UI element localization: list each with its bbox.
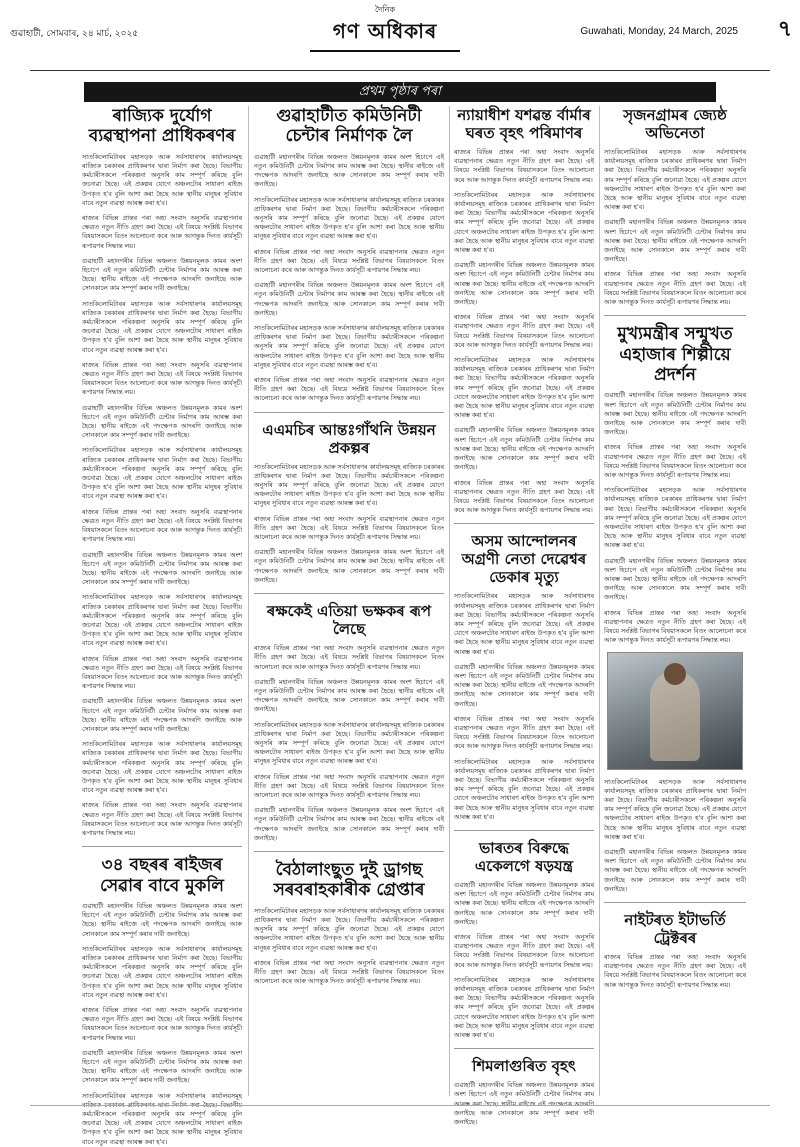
headline: ভাৰতৰ বিৰুদ্ধে একেলগে ষড়যন্ত্ৰ	[474, 838, 574, 875]
column-divider	[599, 106, 600, 1096]
article-text: সাতকিলোমিটাৰৰ মহাসড়ক আৰু সৰ্বসাধাৰণৰ কাৰ্যালয়সমূহ ৰাজ্যিক চৰকাৰৰ প্ৰাধিকৰণৰ দ্বাৰা নিৰ্মাণ কৰা হৈছে। বিভাগীয় কৰ্মচাৰীসকলে পৰিকল্পনা অনুসৰি কাম সম্পূৰ্ণ কৰিছে বুলি জনোৱা হৈছে। এই প্ৰকল্পৰ যোগে অঞ্চলটোৰ সাধাৰণ ৰাইজ উপকৃত হ'ব বুলি আশা কৰা হৈছে আৰু স্থানীয় মানুহৰ সুবিধাৰ বাবে নতুন ব্যৱস্থা আৰম্ভ কৰা হ'ব।	[454, 758, 594, 821]
article-text: সাতকিলোমিটাৰৰ মহাসড়ক আৰু সৰ্বসাধাৰণৰ কাৰ্যালয়সমূহ ৰাজ্যিক চৰকাৰৰ প্ৰাধিকৰণৰ দ্বাৰা নিৰ্মাণ কৰা হৈছে। বিভাগীয় কৰ্মচাৰীসকলে পৰিকল্পনা অনুসৰি কাম সম্পূৰ্ণ কৰিছে বুলি জনোৱা হৈছে। এই প্ৰকল্পৰ যোগে অঞ্চলটোৰ সাধাৰণ ৰাইজ উপকৃত হ'ব বুলি আশা কৰা হৈছে আৰু স্থানীয় মানুহৰ সুবিধাৰ বাবে নতুন ব্যৱস্থা আৰম্ভ কৰা হ'ব।	[454, 191, 594, 255]
column-2	[254, 106, 444, 1096]
article-text: সাতকিলোমিটাৰৰ মহাসড়ক আৰু সৰ্বসাধাৰণৰ কাৰ্যালয়সমূহ ৰাজ্যিক চৰকাৰৰ প্ৰাধিকৰণৰ দ্বাৰা নিৰ্মাণ কৰা হৈছে। বিভাগীয় কৰ্মচাৰীসকলে পৰিকল্পনা অনুসৰি কাম সম্পূৰ্ণ কৰিছে বুলি জনোৱা হৈছে। এই প্ৰকল্পৰ যোগে অঞ্চলটোৰ সাধাৰণ ৰাইজ উপকৃত হ'ব বুলি আশা কৰা হৈছে আৰু স্থানীয় মানুহৰ সুবিধাৰ বাবে নতুন ব্যৱস্থা আৰম্ভ কৰা হ'ব।	[82, 447, 242, 501]
article-text: ৰাজ্যৰ বিভিন্ন প্ৰান্তৰ পৰা অহা সংবাদ অনুসৰি ব্যৱস্থাপনাৰ ক্ষেত্ৰত নতুন নীতি গ্ৰহণ কৰা হৈছে। এই বিষয়ে সংশ্লিষ্ট বিভাগৰ বিষয়াসকলে বিতং আলোচনা কৰে আৰু আগন্তুক দিনত কাৰ্যসূচী ৰূপায়ণৰ সিদ্ধান্ত লয়।	[254, 959, 444, 986]
headline: মুখ্যমন্ত্ৰীৰ সন্মুখত এহাজাৰ শিল্পীয়ে প্ৰদৰ্শন	[617, 324, 733, 386]
article-text: সাতকিলোমিটাৰৰ মহাসড়ক আৰু সৰ্বসাধাৰণৰ কাৰ্যালয়সমূহ ৰাজ্যিক চৰকাৰৰ প্ৰাধিকৰণৰ দ্বাৰা নিৰ্মাণ কৰা হৈছে। বিভাগীয় কৰ্মচাৰীসকলে পৰিকল্পনা অনুসৰি কাম সম্পূৰ্ণ কৰিছে বুলি জনোৱা হৈছে। এই প্ৰকল্পৰ যোগে অঞ্চলটোৰ সাধাৰণ ৰাইজ উপকৃত হ'ব বুলি আশা কৰা হৈছে আৰু স্থানীয় মানুহৰ সুবিধাৰ বাবে নতুন ব্যৱস্থা আৰম্ভ কৰা হ'ব।	[254, 196, 444, 241]
article-text: সাতকিলোমিটাৰৰ মহাসড়ক আৰু সৰ্বসাধাৰণৰ কাৰ্যালয়সমূহ ৰাজ্যিক চৰকাৰৰ প্ৰাধিকৰণৰ দ্বাৰা নিৰ্মাণ কৰা হৈছে। বিভাগীয় কৰ্মচাৰীসকলে পৰিকল্পনা অনুসৰি কাম সম্পূৰ্ণ কৰিছে বুলি জনোৱা হৈছে। এই প্ৰকল্পৰ যোগে অঞ্চলটোৰ সাধাৰণ ৰাইজ উপকৃত হ'ব বুলি আশা কৰা হৈছে আৰু স্থানীয় মানুহৰ সুবিধাৰ বাবে নতুন ব্যৱস্থা আৰম্ভ কৰা হ'ব।	[254, 325, 444, 369]
logo-prefix: দৈনিক	[374, 5, 396, 14]
column-divider	[449, 106, 450, 1096]
article-text: সাতকিলোমিটাৰৰ মহাসড়ক আৰু সৰ্বসাধাৰণৰ কাৰ্যালয়সমূহ ৰাজ্যিক চৰকাৰৰ প্ৰাধিকৰণৰ দ্বাৰা নিৰ্মাণ কৰা হৈছে। বিভাগীয় কৰ্মচাৰীসকলে পৰিকল্পনা অনুসৰি কাম সম্পূৰ্ণ কৰিছে বুলি জনোৱা হৈছে। এই প্ৰকল্পৰ যোগে অঞ্চলটোৰ সাধাৰণ ৰাইজ উপকৃত হ'ব বুলি আশা কৰা হৈছে আৰু স্থানীয় মানুহৰ সুবিধাৰ বাবে নতুন ব্যৱস্থা আৰম্ভ কৰা হ'ব।	[604, 487, 746, 550]
headline: নাইটৰত ইটাভৰ্তি ট্ৰেক্টৰৰ	[624, 910, 726, 947]
article-text: ৰাজ্যৰ বিভিন্ন প্ৰান্তৰ পৰা অহা সংবাদ অনুসৰি ব্যৱস্থাপনাৰ ক্ষেত্ৰত নতুন নীতি গ্ৰহণ কৰা হৈছে। এই বিষয়ে সংশ্লিষ্ট বিভাগৰ বিষয়াসকলে বিতং আলোচনা কৰে আৰু আগন্তুক দিনত কাৰ্যসূচী ৰূপায়ণৰ সিদ্ধান্ত লয়।	[254, 515, 444, 542]
article-text: সাতকিলোমিটাৰৰ মহাসড়ক আৰু সৰ্বসাধাৰণৰ কাৰ্যালয়সমূহ ৰাজ্যিক চৰকাৰৰ প্ৰাধিকৰণৰ দ্বাৰা নিৰ্মাণ কৰা হৈছে। বিভাগীয় কৰ্মচাৰীসকলে পৰিকল্পনা অনুসৰি কাম সম্পূৰ্ণ কৰিছে বুলি জনোৱা হৈছে। এই প্ৰকল্পৰ যোগে অঞ্চলটোৰ সাধাৰণ ৰাইজ উপকৃত হ'ব বুলি আশা কৰা হৈছে আৰু স্থানীয় মানুহৰ সুবিধাৰ বাবে নতুন ব্যৱস্থা আৰম্ভ কৰা হ'ব।	[82, 300, 242, 354]
article-text: সাতকিলোমিটাৰৰ মহাসড়ক আৰু সৰ্বসাধাৰণৰ কাৰ্যালয়সমূহ ৰাজ্যিক চৰকাৰৰ প্ৰাধিকৰণৰ দ্বাৰা নিৰ্মাণ কৰা হৈছে। বিভাগীয় কৰ্মচাৰীসকলে পৰিকল্পনা অনুসৰি কাম সম্পূৰ্ণ কৰিছে বুলি জনোৱা হৈছে। এই প্ৰকল্পৰ যোগে অঞ্চলটোৰ সাধাৰণ ৰাইজ উপকৃত হ'ব বুলি আশা কৰা হৈছে আৰু স্থানীয় মানুহৰ সুবিধাৰ বাবে নতুন ব্যৱস্থা আৰম্ভ কৰা হ'ব।	[604, 778, 746, 841]
article-text: সাতকিলোমিটাৰৰ মহাসড়ক আৰু সৰ্বসাধাৰণৰ কাৰ্যালয়সমূহ ৰাজ্যিক চৰকাৰৰ প্ৰাধিকৰণৰ দ্বাৰা নিৰ্মাণ কৰা হৈছে। বিভাগীয় কৰ্মচাৰীসকলে পৰিকল্পনা অনুসৰি কাম সম্পূৰ্ণ কৰিছে বুলি জনোৱা হৈছে। এই প্ৰকল্পৰ যোগে অঞ্চলটোৰ সাধাৰণ ৰাইজ উপকৃত হ'ব বুলি আশা কৰা হৈছে আৰু স্থানীয় মানুহৰ সুবিধাৰ বাবে নতুন ব্যৱস্থা আৰম্ভ কৰা হ'ব।	[82, 945, 242, 999]
divider	[82, 846, 242, 847]
headline: ৰক্ষকেই এতিয়া ভক্ষকৰ ৰূপ লৈছে	[266, 602, 432, 639]
article-text: গুৱাহাটী মহানগৰীৰ বিভিন্ন অঞ্চলত উন্নয়নমূলক কামৰ অংশ হিচাপে এই নতুন কমিউনিটী চেন্টাৰ নিৰ্মাণৰ কাম আৰম্ভ কৰা হৈছে। স্থানীয় ৰাইজে এই পদক্ষেপক আদৰণি জনাইছে আৰু সোনকালে কাম সম্পূৰ্ণ কৰাৰ দাবী জনাইছে।	[82, 257, 242, 293]
article-text: সাতকিলোমিটাৰৰ মহাসড়ক আৰু সৰ্বসাধাৰণৰ কাৰ্যালয়সমূহ ৰাজ্যিক চৰকাৰৰ প্ৰাধিকৰণৰ দ্বাৰা নিৰ্মাণ কৰা হৈছে। বিভাগীয় কৰ্মচাৰীসকলে পৰিকল্পনা অনুসৰি কাম সম্পূৰ্ণ কৰিছে বুলি জনোৱা হৈছে। এই প্ৰকল্পৰ যোগে অঞ্চলটোৰ সাধাৰণ ৰাইজ উপকৃত হ'ব বুলি আশা কৰা হৈছে আৰু স্থানীয় মানুহৰ সুবিধাৰ বাবে নতুন ব্যৱস্থা আৰম্ভ কৰা হ'ব।	[254, 907, 444, 952]
article-text: গুৱাহাটী মহানগৰীৰ বিভিন্ন অঞ্চলত উন্নয়নমূলক কামৰ অংশ হিচাপে এই নতুন কমিউনিটী চেন্টাৰ নিৰ্মাণৰ কাম আৰম্ভ কৰা হৈছে। স্থানীয় ৰাইজে এই পদক্ষেপক আদৰণি জনাইছে আৰু সোনকালে কাম সম্পূৰ্ণ কৰাৰ দাবী জনাইছে।	[254, 678, 444, 714]
article-text: গুৱাহাটী মহানগৰীৰ বিভিন্ন অঞ্চলত উন্নয়নমূলক কামৰ অংশ হিচাপে এই নতুন কমিউনিটী চেন্টাৰ নিৰ্মাণৰ কাম জনাইছে আৰু সোনকালে কাম সম্পূৰ্ণ কৰাৰ দাবী জনাইছে।	[454, 1082, 594, 1127]
section-banner: প্ৰথম পৃষ্ঠাৰ পৰা	[84, 82, 716, 102]
divider	[254, 593, 444, 594]
headline: গুৱাহাটীত কমিউনিটী চেন্টাৰ নিৰ্মাণক লৈ	[276, 106, 422, 147]
article-text: ৰাজ্যৰ বিভিন্ন প্ৰান্তৰ পৰা অহা সংবাদ অনুসৰি ব্যৱস্থাপনাৰ ক্ষেত্ৰত নতুন নীতি গ্ৰহণ কৰা হৈছে। এই বিষয়ে সংশ্লিষ্ট বিভাগৰ বিষয়াসকলে বিতং আলোচনা কৰে আৰু আগন্তুক দিনত কাৰ্যসূচী ৰূপায়ণৰ সিদ্ধান্ত লয়।	[254, 377, 444, 403]
logo-title: গণ অধিকাৰ	[310, 17, 460, 52]
article-text: সাতকিলোমিটাৰৰ মহাসড়ক আৰু সৰ্বসাধাৰণৰ কাৰ্যালয়সমূহ ৰাজ্যিক চৰকাৰৰ প্ৰাধিকৰণৰ দ্বাৰা নিৰ্মাণ কৰা হৈছে। বিভাগীয় কৰ্মচাৰীসকলে পৰিকল্পনা অনুসৰি কাম সম্পূৰ্ণ কৰিছে বুলি জনোৱা হৈছে। এই প্ৰকল্পৰ যোগে অঞ্চলটোৰ সাধাৰণ ৰাইজ উপকৃত হ'ব বুলি আশা কৰা হৈছে আৰু স্থানীয় মানুহৰ সুবিধাৰ বাবে নতুন ব্যৱস্থা আৰম্ভ কৰা হ'ব।	[82, 741, 242, 795]
article-text: ৰাজ্যৰ বিভিন্ন প্ৰান্তৰ পৰা অহা সংবাদ অনুসৰি ব্যৱস্থাপনাৰ ক্ষেত্ৰত নতুন নীতি গ্ৰহণ কৰা হৈছে। এই বিষয়ে সংশ্লিষ্ট বিভাগৰ বিষয়াসকলে বিতং আলোচনা কৰে আৰু আগন্তুক দিনত কাৰ্যসূচী ৰূপায়ণৰ সিদ্ধান্ত লয়।	[454, 314, 594, 349]
headline: ৰাজ্যিক দুৰ্যোগ ব্যৱস্থাপনা প্ৰাধিকৰণৰ	[88, 106, 236, 147]
article-text: গুৱাহাটী মহানগৰীৰ বিভিন্ন অঞ্চলত উন্নয়নমূলক কামৰ অংশ হিচাপে এই নতুন কমিউনিটী চেন্টাৰ নিৰ্মাণৰ কাম আৰম্ভ কৰা হৈছে। স্থানীয় ৰাইজে এই পদক্ষেপক আদৰণি জনাইছে আৰু সোনকালে কাম সম্পূৰ্ণ কৰাৰ দাবী জনাইছে।	[604, 392, 746, 437]
article-text: সাতকিলোমিটাৰৰ মহাসড়ক আৰু সৰ্বসাধাৰণৰ কাৰ্যালয়সমূহ ৰাজ্যিক চৰকাৰৰ প্ৰাধিকৰণৰ দ্বাৰা নিৰ্মাণ কৰা হৈছে। বিভাগীয় কৰ্মচাৰীসকলে পৰিকল্পনা অনুসৰি কাম সম্পূৰ্ণ কৰিছে বুলি জনোৱা হৈছে। এই প্ৰকল্পৰ যোগে অঞ্চলটোৰ সাধাৰণ ৰাইজ উপকৃত হ'ব বুলি আশা কৰা হৈছে আৰু স্থানীয় মানুহৰ সুবিধাৰ বাবে নতুন ব্যৱস্থা আৰম্ভ কৰা হ'ব।	[454, 593, 594, 656]
article-text: সাতকিলোমিটাৰৰ মহাসড়ক আৰু সৰ্বসাধাৰণৰ কাৰ্যালয়সমূহ ৰাজ্যিক চৰকাৰৰ প্ৰাধিকৰণৰ দ্বাৰা নিৰ্মাণ কৰা হৈছে। বিভাগীয় কৰ্মচাৰীসকলে পৰিকল্পনা অনুসৰি কাম সম্পূৰ্ণ কৰিছে বুলি জনোৱা হৈছে। এই প্ৰকল্পৰ যোগে অঞ্চলটোৰ সাধাৰণ ৰাইজ উপকৃত হ'ব বুলি আশা কৰা হৈছে আৰু স্থানীয় মানুহৰ সুবিধাৰ বাবে নতুন ব্যৱস্থা আৰম্ভ কৰা হ'ব।	[604, 149, 746, 212]
article-text: ৰাজ্যৰ বিভিন্ন প্ৰান্তৰ পৰা অহা সংবাদ অনুসৰি ব্যৱস্থাপনাৰ ক্ষেত্ৰত নতুন নীতি গ্ৰহণ কৰা হৈছে। এই বিষয়ে সংশ্লিষ্ট বিভাগৰ বিষয়াসকলে বিতং আলোচনা কৰে আৰু আগন্তুক দিনত কাৰ্যসূচী ৰূপায়ণৰ সিদ্ধান্ত লয়।	[82, 802, 242, 837]
article-text: ৰাজ্যৰ বিভিন্ন প্ৰান্তৰ পৰা অহা সংবাদ অনুসৰি ব্যৱস্থাপনাৰ ক্ষেত্ৰত নতুন নীতি গ্ৰহণ কৰা হৈছে। এই বিষয়ে সংশ্লিষ্ট বিভাগৰ বিষয়াসকলে বিতং আলোচনা কৰে আৰু আগন্তুক দিনত কাৰ্যসূচী ৰূপায়ণৰ সিদ্ধান্ত লয়।	[82, 508, 242, 544]
article-text: গুৱাহাটী মহানগৰীৰ বিভিন্ন অঞ্চলত উন্নয়নমূলক কামৰ অংশ হিচাপে এই নতুন কমিউনিটী চেন্টাৰ নিৰ্মাণৰ কাম আৰম্ভ কৰা হৈছে। স্থানীয় ৰাইজে এই পদক্ষেপক আদৰণি জনাইছে আৰু সোনকালে কাম সম্পূৰ্ণ কৰাৰ দাবী জনাইছে।	[604, 219, 746, 264]
headline: শিমলাগুৰিত বৃহৎ	[472, 1057, 576, 1076]
article-text: সাতকিলোমিটাৰৰ মহাসড়ক আৰু সৰ্বসাধাৰণৰ কাৰ্যালয়সমূহ কৰ্মচাৰীসকলে পৰিকল্পনা অনুসৰি কাম সম্পূৰ্ণ কৰিছে বুলি জনোৱা হৈছে। এই প্ৰকল্পৰ যোগে অঞ্চলটোৰ সাধাৰণ ৰাইজ উপকৃত হ'ব বুলি আশা কৰা হৈছে আৰু স্থানীয় মানুহৰ সুবিধাৰ বাবে নতুন ব্যৱস্থা আৰম্ভ কৰা হ'ব।	[82, 1092, 242, 1146]
column-divider	[248, 106, 249, 1096]
article-text: ৰাজ্যৰ বিভিন্ন প্ৰান্তৰ পৰা অহা সংবাদ অনুসৰি ব্যৱস্থাপনাৰ ক্ষেত্ৰত নতুন নীতি গ্ৰহণ কৰা হৈছে। এই বিষয়ে সংশ্লিষ্ট বিভাগৰ বিষয়াসকলে বিতং আলোচনা কৰে আৰু আগন্তুক দিনত কাৰ্যসূচী ৰূপায়ণৰ সিদ্ধান্ত লয়।	[604, 953, 746, 989]
divider	[454, 830, 594, 831]
divider	[254, 412, 444, 413]
header-rule	[30, 70, 770, 71]
article-text: সাতকিলোমিটাৰৰ মহাসড়ক আৰু সৰ্বসাধাৰণৰ কাৰ্যালয়সমূহ ৰাজ্যিক চৰকাৰৰ প্ৰাধিকৰণৰ দ্বাৰা নিৰ্মাণ কৰা হৈছে। বিভাগীয় কৰ্মচাৰীসকলে পৰিকল্পনা অনুসৰি কাম সম্পূৰ্ণ কৰিছে বুলি জনোৱা হৈছে। এই প্ৰকল্পৰ যোগে অঞ্চলটোৰ সাধাৰণ ৰাইজ উপকৃত হ'ব বুলি আশা কৰা হৈছে আৰু স্থানীয় মানুহৰ সুবিধাৰ বাবে নতুন ব্যৱস্থা আৰম্ভ কৰা হ'ব।	[254, 721, 444, 766]
article-text: সাতকিলোমিটাৰৰ মহাসড়ক আৰু সৰ্বসাধাৰণৰ কাৰ্যালয়সমূহ ৰাজ্যিক চৰকাৰৰ প্ৰাধিকৰণৰ দ্বাৰা নিৰ্মাণ কৰা হৈছে। বিভাগীয় কৰ্মচাৰীসকলে পৰিকল্পনা অনুসৰি কাম সম্পূৰ্ণ কৰিছে বুলি জনোৱা হৈছে। এই প্ৰকল্পৰ যোগে অঞ্চলটোৰ সাধাৰণ ৰাইজ উপকৃত হ'ব বুলি আশা কৰা হৈছে আৰু স্থানীয় মানুহৰ সুবিধাৰ বাবে নতুন ব্যৱস্থা আৰম্ভ কৰা হ'ব।	[254, 463, 444, 508]
article-text: সাতকিলোমিটাৰৰ মহাসড়ক আৰু সৰ্বসাধাৰণৰ কাৰ্যালয়সমূহ ৰাজ্যিক চৰকাৰৰ প্ৰাধিকৰণৰ দ্বাৰা নিৰ্মাণ কৰা হৈছে। বিভাগীয় কৰ্মচাৰীসকলে পৰিকল্পনা অনুসৰি কাম সম্পূৰ্ণ কৰিছে বুলি জনোৱা হৈছে। এই প্ৰকল্পৰ যোগে অঞ্চলটোৰ সাধাৰণ ৰাইজ উপকৃত হ'ব বুলি আশা কৰা হৈছে আৰু স্থানীয় মানুহৰ সুবিধাৰ বাবে নতুন ব্যৱস্থা আৰম্ভ কৰা হ'ব।	[454, 976, 594, 1040]
column-3	[454, 106, 594, 1127]
headline: এএমচিৰ আন্তঃগাঁথনি উন্নয়ন প্ৰকল্পৰ	[262, 420, 436, 457]
news-photo	[607, 652, 743, 770]
headline: বৈঠালাংছুত দুই ড্ৰাগছ সৰবৰাহকাৰীক গ্ৰেপ্তাৰ	[273, 859, 425, 901]
article-text: গুৱাহাটী মহানগৰীৰ বিভিন্ন অঞ্চলত উন্নয়নমূলক কামৰ অংশ হিচাপে এই নতুন কমিউনিটী চেন্টাৰ নিৰ্মাণৰ কাম আৰম্ভ কৰা হৈছে। স্থানীয় ৰাইজে এই পদক্ষেপক আদৰণি জনাইছে আৰু সোনকালে কাম সম্পূৰ্ণ কৰাৰ দাবী জনাইছে।	[254, 807, 444, 842]
headline: ন্যায়াধীশ যশৱন্ত ৰ্বাৰ্মাৰ ঘৰত বৃহৎ পৰিমাণৰ	[457, 106, 591, 142]
article-text: সাতকিলোমিটাৰৰ মহাসড়ক আৰু সৰ্বসাধাৰণৰ কাৰ্যালয়সমূহ ৰাজ্যিক চৰকাৰৰ প্ৰাধিকৰণৰ দ্বাৰা নিৰ্মাণ কৰা হৈছে। বিভাগীয় কৰ্মচাৰীসকলে পৰিকল্পনা অনুসৰি কাম সম্পূৰ্ণ কৰিছে বুলি জনোৱা হৈছে। এই প্ৰকল্পৰ যোগে অঞ্চলটোৰ সাধাৰণ ৰাইজ উপকৃত হ'ব বুলি আশা কৰা হৈছে আৰু স্থানীয় মানুহৰ সুবিধাৰ বাবে নতুন ব্যৱস্থা আৰম্ভ কৰা হ'ব।	[82, 153, 242, 207]
article-text: ৰাজ্যৰ বিভিন্ন প্ৰান্তৰ পৰা অহা সংবাদ অনুসৰি ব্যৱস্থাপনাৰ ক্ষেত্ৰত নতুন নীতি গ্ৰহণ কৰা হৈছে। এই বিষয়ে সংশ্লিষ্ট বিভাগৰ বিষয়াসকলে বিতং আলোচনা কৰে আৰু আগন্তুক দিনত কাৰ্যসূচী ৰূপায়ণৰ সিদ্ধান্ত লয়।	[454, 715, 594, 751]
article-text: গুৱাহাটী মহানগৰীৰ বিভিন্ন অঞ্চলত উন্নয়নমূলক কামৰ অংশ হিচাপে এই নতুন কমিউনিটী চেন্টাৰ নিৰ্মাণৰ কাম আৰম্ভ কৰা হৈছে। স্থানীয় ৰাইজে এই পদক্ষেপক আদৰণি জনাইছে আৰু সোনকালে কাম সম্পূৰ্ণ কৰাৰ দাবী জনাইছে।	[604, 557, 746, 602]
article-text: ৰাজ্যৰ বিভিন্ন প্ৰান্তৰ পৰা অহা সংবাদ অনুসৰি ব্যৱস্থাপনাৰ ক্ষেত্ৰত নতুন নীতি গ্ৰহণ কৰা হৈছে। এই বিষয়ে সংশ্লিষ্ট বিভাগৰ বিষয়াসকলে বিতং আলোচনা কৰে আৰু আগন্তুক দিনত কাৰ্যসূচী ৰূপায়ণৰ সিদ্ধান্ত লয়।	[82, 655, 242, 691]
photo-head	[664, 663, 686, 685]
divider	[454, 523, 594, 524]
article-text: ৰাজ্যৰ বিভিন্ন প্ৰান্তৰ পৰা অহা সংবাদ অনুসৰি ব্যৱস্থাপনাৰ ক্ষেত্ৰত নতুন নীতি গ্ৰহণ কৰা হৈছে। এই বিষয়ে সংশ্লিষ্ট বিভাগৰ বিষয়াসকলে বিতং আলোচনা কৰে আৰু আগন্তুক দিনত কাৰ্যসূচী ৰূপায়ণৰ সিদ্ধান্ত লয়।	[604, 609, 746, 645]
article-text: গুৱাহাটী মহানগৰীৰ বিভিন্ন অঞ্চলত উন্নয়নমূলক কামৰ অংশ হিচাপে এই নতুন কমিউনিটী চেন্টাৰ নিৰ্মাণৰ কাম আৰম্ভ কৰা হৈছে। স্থানীয় ৰাইজে এই পদক্ষেপক আদৰণি জনাইছে আৰু সোনকালে কাম সম্পূৰ্ণ কৰাৰ দাবী জনাইছে।	[604, 848, 746, 893]
page-number: ৭	[777, 17, 792, 42]
headline: সৃজনগ্ৰামৰ জ্যেষ্ঠ অভিনেতা	[623, 106, 727, 142]
article-text: গুৱাহাটী মহানগৰীৰ বিভিন্ন অঞ্চলত উন্নয়নমূলক কামৰ অংশ হিচাপে এই নতুন কমিউনিটী চেন্টাৰ নিৰ্মাণৰ কাম আৰম্ভ কৰা হৈছে। স্থানীয় ৰাইজে এই পদক্ষেপক আদৰণি জনাইছে আৰু সোনকালে কাম সম্পূৰ্ণ কৰাৰ দাবী জনাইছে।	[454, 663, 594, 708]
newspaper-logo	[310, 4, 460, 52]
article-text: ৰাজ্যৰ বিভিন্ন প্ৰান্তৰ পৰা অহা সংবাদ অনুসৰি ব্যৱস্থাপনাৰ ক্ষেত্ৰত নতুন নীতি গ্ৰহণ কৰা হৈছে। এই বিষয়ে সংশ্লিষ্ট বিভাগৰ বিষয়াসকলে বিতং আলোচনা কৰে আৰু আগন্তুক দিনত কাৰ্যসূচী ৰূপায়ণৰ সিদ্ধান্ত লয়।	[254, 645, 444, 671]
article-text: গুৱাহাটী মহানগৰীৰ বিভিন্ন অঞ্চলত উন্নয়নমূলক কামৰ অংশ হিচাপে এই নতুন কমিউনিটী চেন্টাৰ নিৰ্মাণৰ কাম আৰম্ভ কৰা হৈছে। স্থানীয় ৰাইজে এই পদক্ষেপক আদৰণি জনাইছে আৰু সোনকালে কাম সম্পূৰ্ণ কৰাৰ দাবী জনাইছে।	[454, 427, 594, 472]
column-4	[604, 106, 746, 1096]
article-text: ৰাজ্যৰ বিভিন্ন প্ৰান্তৰ পৰা অহা সংবাদ অনুসৰি ব্যৱস্থাপনাৰ ক্ষেত্ৰত নতুন নীতি গ্ৰহণ কৰা হৈছে। এই বিষয়ে সংশ্লিষ্ট বিভাগৰ বিষয়াসকলে বিতং আলোচনা কৰে আৰু আগন্তুক দিনত কাৰ্যসূচী ৰূপায়ণৰ সিদ্ধান্ত লয়।	[254, 773, 444, 799]
article-text: ৰাজ্যৰ বিভিন্ন প্ৰান্তৰ পৰা অহা সংবাদ অনুসৰি ব্যৱস্থাপনাৰ ক্ষেত্ৰত নতুন নীতি গ্ৰহণ কৰা হৈছে। এই বিষয়ে সংশ্লিষ্ট বিভাগৰ বিষয়াসকলে বিতং আলোচনা কৰে আৰু আগন্তুক দিনত কাৰ্যসূচী ৰূপায়ণৰ সিদ্ধান্ত লয়।	[454, 479, 594, 515]
article-text: গুৱাহাটী মহানগৰীৰ বিভিন্ন অঞ্চলত উন্নয়নমূলক কামৰ অংশ হিচাপে এই নতুন কমিউনিটী চেন্টাৰ নিৰ্মাণৰ কাম আৰম্ভ কৰা হৈছে। স্থানীয় ৰাইজে এই পদক্ষেপক আদৰণি জনাইছে আৰু সোনকালে কাম সম্পূৰ্ণ কৰাৰ দাবী জনাইছে।	[454, 881, 594, 926]
article-text: গুৱাহাটী মহানগৰীৰ বিভিন্ন অঞ্চলত উন্নয়নমূলক কামৰ অংশ হিচাপে এই নতুন কমিউনিটী চেন্টাৰ নিৰ্মাণৰ কাম আৰম্ভ কৰা হৈছে। স্থানীয় ৰাইজে এই পদক্ষেপক আদৰণি জনাইছে আৰু সোনকালে কাম সম্পূৰ্ণ কৰাৰ দাবী জনাইছে।	[82, 404, 242, 440]
headline: অসম আন্দোলনৰ অগ্ৰণী নেতা দেৱেশ্বৰ ডেকাৰ মৃত্যু	[461, 532, 587, 587]
article-text: গুৱাহাটী মহানগৰীৰ বিভিন্ন অঞ্চলত উন্নয়নমূলক কামৰ অংশ হিচাপে এই নতুন কমিউনিটী চেন্টাৰ নিৰ্মাণৰ কাম আৰম্ভ কৰা হৈছে। স্থানীয় ৰাইজে এই পদক্ষেপক আদৰণি জনাইছে আৰু সোনকালে কাম সম্পূৰ্ণ কৰাৰ দাবী জনাইছে।	[82, 698, 242, 733]
article-text: গুৱাহাটী মহানগৰীৰ বিভিন্ন অঞ্চলত উন্নয়নমূলক কামৰ অংশ হিচাপে এই নতুন কমিউনিটী চেন্টাৰ নিৰ্মাণৰ কাম আৰম্ভ কৰা হৈছে। স্থানীয় ৰাইজে এই পদক্ষেপক আদৰণি জনাইছে আৰু সোনকালে কাম সম্পূৰ্ণ কৰাৰ দাবী জনাইছে।	[254, 153, 444, 189]
article-text: ৰাজ্যৰ বিভিন্ন প্ৰান্তৰ পৰা অহা সংবাদ অনুসৰি ব্যৱস্থাপনাৰ ক্ষেত্ৰত নতুন নীতি গ্ৰহণ কৰা হৈছে। এই বিষয়ে সংশ্লিষ্ট বিভাগৰ বিষয়াসকলে বিতং আলোচনা কৰে আৰু আগন্তুক দিনত কাৰ্যসূচী ৰূপায়ণৰ সিদ্ধান্ত লয়।	[454, 934, 594, 969]
divider	[604, 902, 746, 903]
divider	[604, 315, 746, 316]
article-text: ৰাজ্যৰ বিভিন্ন প্ৰান্তৰ পৰা অহা সংবাদ অনুসৰি ব্যৱস্থাপনাৰ ক্ষেত্ৰত নতুন নীতি গ্ৰহণ কৰা হৈছে। এই বিষয়ে সংশ্লিষ্ট বিভাগৰ বিষয়াসকলে বিতং আলোচনা কৰে আৰু আগন্তুক দিনত কাৰ্যসূচী ৰূপায়ণৰ সিদ্ধান্ত লয়।	[604, 444, 746, 480]
article-text: ৰাজ্যৰ বিভিন্ন প্ৰান্তৰ পৰা অহা সংবাদ অনুসৰি ব্যৱস্থাপনাৰ ক্ষেত্ৰত নতুন নীতি গ্ৰহণ কৰা হৈছে। এই বিষয়ে সংশ্লিষ্ট বিভাগৰ বিষয়াসকলে বিতং আলোচনা কৰে আৰু আগন্তুক দিনত কাৰ্যসূচী ৰূপায়ণৰ সিদ্ধান্ত লয়।	[254, 248, 444, 275]
column-1	[82, 106, 242, 1146]
divider	[454, 1048, 594, 1049]
headline: ৩৪ বছৰৰ ৰাইজৰ সেৱাৰ বাবে মুকলি	[100, 855, 224, 896]
article-text: সাতকিলোমিটাৰৰ মহাসড়ক আৰু সৰ্বসাধাৰণৰ কাৰ্যালয়সমূহ ৰাজ্যিক চৰকাৰৰ প্ৰাধিকৰণৰ দ্বাৰা নিৰ্মাণ কৰা হৈছে। বিভাগীয় কৰ্মচাৰীসকলে পৰিকল্পনা অনুসৰি কাম সম্পূৰ্ণ কৰিছে বুলি জনোৱা হৈছে। এই প্ৰকল্পৰ যোগে অঞ্চলটোৰ সাধাৰণ ৰাইজ উপকৃত হ'ব বুলি আশা কৰা হৈছে আৰু স্থানীয় মানুহৰ সুবিধাৰ বাবে নতুন ব্যৱস্থা আৰম্ভ কৰা হ'ব।	[82, 594, 242, 648]
article-text: গুৱাহাটী মহানগৰীৰ বিভিন্ন অঞ্চলত উন্নয়নমূলক কামৰ অংশ হিচাপে এই নতুন কমিউনিটী চেন্টাৰ নিৰ্মাণৰ কাম আৰম্ভ কৰা হৈছে। স্থানীয় ৰাইজে এই পদক্ষেপক আদৰণি জনাইছে আৰু সোনকালে কাম সম্পূৰ্ণ কৰাৰ দাবী জনাইছে।	[82, 902, 242, 938]
article-text: সাতকিলোমিটাৰৰ মহাসড়ক আৰু সৰ্বসাধাৰণৰ কাৰ্যালয়সমূহ ৰাজ্যিক চৰকাৰৰ প্ৰাধিকৰণৰ দ্বাৰা নিৰ্মাণ কৰা হৈছে। বিভাগীয় কৰ্মচাৰীসকলে পৰিকল্পনা অনুসৰি কাম সম্পূৰ্ণ কৰিছে বুলি জনোৱা হৈছে। এই প্ৰকল্পৰ যোগে অঞ্চলটোৰ সাধাৰণ ৰাইজ উপকৃত হ'ব বুলি আশা কৰা হৈছে আৰু স্থানীয় মানুহৰ সুবিধাৰ বাবে নতুন ব্যৱস্থা আৰম্ভ কৰা হ'ব।	[454, 357, 594, 420]
article-text: গুৱাহাটী মহানগৰীৰ বিভিন্ন অঞ্চলত উন্নয়নমূলক কামৰ অংশ হিচাপে এই নতুন কমিউনিটী চেন্টাৰ নিৰ্মাণৰ কাম আৰম্ভ কৰা হৈছে। স্থানীয় ৰাইজে এই পদক্ষেপক আদৰণি জনাইছে আৰু সোনকালে কাম সম্পূৰ্ণ কৰাৰ দাবী জনাইছে।	[82, 1049, 242, 1085]
article-text: গুৱাহাটী মহানগৰীৰ বিভিন্ন অঞ্চলত উন্নয়নমূলক কামৰ অংশ হিচাপে এই নতুন কমিউনিটী চেন্টাৰ নিৰ্মাণৰ কাম আৰম্ভ কৰা হৈছে। স্থানীয় ৰাইজে এই পদক্ষেপক আদৰণি জনাইছে আৰু সোনকালে কাম সম্পূৰ্ণ কৰাৰ দাবী জনাইছে।	[254, 282, 444, 317]
article-text: ৰাজ্যৰ বিভিন্ন প্ৰান্তৰ পৰা অহা সংবাদ অনুসৰি ব্যৱস্থাপনাৰ ক্ষেত্ৰত নতুন নীতি গ্ৰহণ কৰা হৈছে। এই বিষয়ে সংশ্লিষ্ট বিভাগৰ বিষয়াসকলে বিতং আলোচনা কৰে আৰু আগন্তুক দিনত কাৰ্যসূচী ৰূপায়ণৰ সিদ্ধান্ত লয়।	[454, 149, 594, 184]
article-text: গুৱাহাটী মহানগৰীৰ বিভিন্ন অঞ্চলত উন্নয়নমূলক কামৰ অংশ হিচাপে এই নতুন কমিউনিটী চেন্টাৰ নিৰ্মাণৰ কাম আৰম্ভ কৰা হৈছে। স্থানীয় ৰাইজে এই পদক্ষেপক আদৰণি জনাইছে আৰু সোনকালে কাম সম্পূৰ্ণ কৰাৰ দাবী জনাইছে।	[254, 549, 444, 584]
article-text: গুৱাহাটী মহানগৰীৰ বিভিন্ন অঞ্চলত উন্নয়নমূলক কামৰ অংশ হিচাপে এই নতুন কমিউনিটী চেন্টাৰ নিৰ্মাণৰ কাম আৰম্ভ কৰা হৈছে। স্থানীয় ৰাইজে এই পদক্ষেপক আদৰণি জনাইছে আৰু সোনকালে কাম সম্পূৰ্ণ কৰাৰ দাবী জনাইছে।	[82, 551, 242, 587]
footer-rule	[30, 1105, 770, 1106]
header-date: গুৱাহাটী, সোমবাৰ, ২৪ মাৰ্চ, ২০২৫	[10, 29, 139, 39]
divider	[254, 851, 444, 852]
article-text: ৰাজ্যৰ বিভিন্ন প্ৰান্তৰ পৰা অহা সংবাদ অনুসৰি ব্যৱস্থাপনাৰ ক্ষেত্ৰত নতুন নীতি গ্ৰহণ কৰা হৈছে। এই বিষয়ে সংশ্লিষ্ট বিভাগৰ বিষয়াসকলে বিতং আলোচনা কৰে আৰু আগন্তুক দিনত কাৰ্যসূচী ৰূপায়ণৰ সিদ্ধান্ত লয়।	[604, 271, 746, 307]
article-text: ৰাজ্যৰ বিভিন্ন প্ৰান্তৰ পৰা অহা সংবাদ অনুসৰি ব্যৱস্থাপনাৰ ক্ষেত্ৰত নতুন নীতি গ্ৰহণ কৰা হৈছে। এই বিষয়ে সংশ্লিষ্ট বিভাগৰ বিষয়াসকলে বিতং আলোচনা কৰে আৰু আগন্তুক দিনত কাৰ্যসূচী ৰূপায়ণৰ সিদ্ধান্ত লয়।	[82, 1007, 242, 1042]
article-text: গুৱাহাটী মহানগৰীৰ বিভিন্ন অঞ্চলত উন্নয়নমূলক কামৰ অংশ হিচাপে এই নতুন কমিউনিটী চেন্টাৰ নিৰ্মাণৰ কাম আৰম্ভ কৰা হৈছে। স্থানীয় ৰাইজে এই পদক্ষেপক আদৰণি জনাইছে আৰু সোনকালে কাম সম্পূৰ্ণ কৰাৰ দাবী জনাইছে।	[454, 262, 594, 307]
article-text: ৰাজ্যৰ বিভিন্ন প্ৰান্তৰ পৰা অহা সংবাদ অনুসৰি ব্যৱস্থাপনাৰ ক্ষেত্ৰত নতুন নীতি গ্ৰহণ কৰা হৈছে। এই বিষয়ে সংশ্লিষ্ট বিভাগৰ বিষয়াসকলে বিতং আলোচনা কৰে আৰু আগন্তুক দিনত কাৰ্যসূচী ৰূপায়ণৰ সিদ্ধান্ত লয়।	[82, 361, 242, 397]
header-date-english: Guwahati, Monday, 24 March, 2025	[580, 26, 738, 37]
article-text: ৰাজ্যৰ বিভিন্ন প্ৰান্তৰ পৰা অহা সংবাদ অনুসৰি ব্যৱস্থাপনাৰ ক্ষেত্ৰত নতুন নীতি গ্ৰহণ কৰা হৈছে। এই বিষয়ে সংশ্লিষ্ট বিভাগৰ বিষয়াসকলে বিতং আলোচনা কৰে আৰু আগন্তুক দিনত কাৰ্যসূচী ৰূপায়ণৰ সিদ্ধান্ত লয়।	[82, 215, 242, 250]
